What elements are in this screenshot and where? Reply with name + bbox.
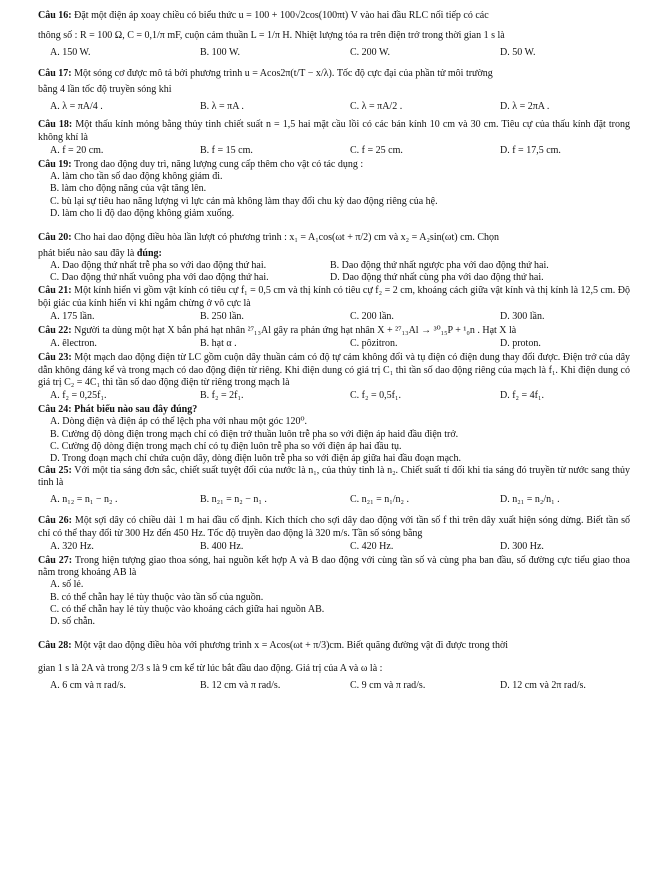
question-text: Một kính hiển vi gồm vật kính có tiêu cự f₁ = 0,5 cm và thị kính có tiêu cự f₂ = 2 cm, khoảng cách giữa vật kính và thị kính là 12,5 cm. Độ bội giác của kính hiển vi khi ngắm chừng ở vô cực là [38,285,631,309]
option-d[interactable]: D. f = 17,5 cm. [500,144,561,156]
question-26 [38,515,630,553]
question-text: thông số : R = 100 Ω, C = 0,1/π mF, cuộn cảm thuần L = 1/π H. Nhiệt lượng tỏa ra trên điện trở trong thời gian 1 s là [38,30,505,41]
option-a[interactable]: A. số lẻ. [50,579,84,591]
question-28 [38,636,630,692]
option-b[interactable]: B. 12 cm và π rad/s. [200,680,281,692]
option-d[interactable]: D. 300 lần. [500,310,545,322]
question-text: Một mạch dao động điện từ LC gồm cuộn dây thuần cảm có độ tự cảm không đổi và tụ điện có điện dung thay đổi được. Điện trở của dây dẫn không đáng kể và trong mạch có dao động điện từ riêng. Khi điện dung có giá trị C₁ thì tần số dao động riêng của mạch là f₁. Khi điện dung có giá trị C₂ = 4C₁ thì tần số dao động điện từ riêng trong mạch là [38,352,631,388]
question-16 [38,6,630,59]
question-22 [38,325,630,350]
option-b[interactable]: B. f₂ = 2f₁. [200,389,244,401]
option-a[interactable]: A. n₁₂ = n₁ − n₂ . [50,494,118,506]
question-19 [38,159,630,220]
option-b[interactable]: B. n₂₁ = n₂ − n₁ . [200,494,267,506]
option-a[interactable]: A. 150 W. [50,47,91,58]
question-text: Đặt một điện áp xoay chiều có biểu thức u = 100 + 100√2cos(100πt) V vào hai đầu RLC nối tiếp có các [74,10,489,21]
options [50,311,630,323]
question-text: phát biểu nào sau đây là [38,247,135,259]
question-number: Câu 23: [38,352,72,364]
option-c[interactable]: C. Dao động thứ nhất vuông pha với dao động thứ hai. [50,272,269,284]
question-27 [38,555,630,628]
question-text: Trong hiện tượng giao thoa sóng, hai nguồn kết hợp A và B dao động với cùng tần số và cùng pha ban đầu, số đường cực tiểu giao thoa nằm trong khoảng AB là [38,555,630,579]
option-c[interactable]: C. có thể chẵn hay lẻ tùy thuộc vào khoảng cách giữa hai nguồn AB. [50,603,325,615]
question-text: Với một tia sáng đơn sắc, chiết suất tuyệt đối của nước là n₁, của thủy tinh là n₂. Chiết suất tỉ đối khi tia sáng đó truyền từ nước sang thủy tinh là [38,465,630,489]
option-d[interactable]: D. f₂ = 4f₁. [500,389,544,401]
options [50,680,630,692]
question-text: Phát biểu nào sau đây đúng? [74,404,198,416]
question-text: bằng 4 lần tốc độ truyền sóng khi [38,84,172,96]
option-d[interactable]: D. n₂₁ = n₂/n₁ . [500,494,560,506]
option-c[interactable]: C. Cường độ dòng điện trong mạch chỉ có tụ điện luôn trễ pha so với điện áp hai đầu tụ. [50,440,402,452]
question-number: Câu 28: [38,640,72,652]
option-c[interactable]: C. f₂ = 0,5f₁. [350,389,401,401]
question-text: Người ta dùng một hạt X bắn phá hạt nhân ²⁷₁₃Al gây ra phản ứng hạt nhân X + ²⁷₁₃Al → ³⁰₁₅P + ¹₀n . Hạt X là [74,325,517,336]
option-b[interactable]: B. 250 lần. [200,310,244,322]
question-text: Một thấu kính mỏng bằng thủy tinh chiết suất n = 1,5 hai mặt cầu lồi có các bán kính 10 cm và 30 cm. Tiêu cự của thấu kính đặt trong không khí là [38,119,630,143]
question-20 [38,228,630,285]
options [50,260,630,284]
option-b[interactable]: B. Cường độ dòng điện trong mạch chỉ có điện trở thuần luôn trễ pha so với điện áp haid đầu điện trở. [50,428,459,440]
question-number: Câu 18: [38,119,73,131]
option-c[interactable]: C. bù lại sự tiêu hao năng lượng vì lực cản mà không làm thay đổi chu kỳ dao động riêng của hệ. [50,195,438,207]
question-number: Câu 24: [38,404,72,416]
options [50,338,630,350]
question-number: Câu 27: [38,555,73,566]
option-a[interactable]: A. 320 Hz. [50,540,94,552]
question-text-emphasis: đúng: [136,247,162,259]
option-b[interactable]: B. hạt α . [200,338,237,350]
option-a[interactable]: A. êlectron. [50,338,97,350]
option-d[interactable]: D. Dao động thứ nhất cùng pha với dao động thứ hai. [330,272,544,284]
option-a[interactable]: A. f = 20 cm. [50,144,104,156]
option-d[interactable]: D. Trong đoạn mạch chỉ chứa cuộn dây, dòng điện luôn trễ pha so với điện áp giữa hai đầu đoạn mạch. [50,452,461,464]
option-b[interactable]: B. làm cho động năng của vật tăng lên. [50,183,207,195]
options [50,490,630,510]
question-text: Một sóng cơ được mô tả bởi phương trình u = Acos2π(t/T − x/λ). Tốc độ cực đại của phần tử môi trường [74,68,493,80]
option-d[interactable]: D. 50 W. [500,47,536,58]
option-d[interactable]: D. λ = 2πA . [500,101,550,113]
option-a[interactable]: A. λ = πA/4 . [50,101,103,113]
question-text: gian 1 s là 2A và trong 2/3 s là 9 cm kể từ lúc bắt đầu dao động. Giá trị của A và ω là : [38,663,383,675]
option-c[interactable]: C. pôzitron. [350,338,398,350]
options [50,390,630,402]
option-c[interactable]: C. 420 Hz. [350,540,394,552]
question-number: Câu 20: [38,231,72,243]
option-b[interactable]: B. f = 15 cm. [200,144,253,156]
question-text: Một sợi dây có chiều dài 1 m hai đầu cố định. Kích thích cho sợi dây dao động với tần số f thì trên dây xuất hiện sóng dừng. Biết tần số chỉ có thể thay đổi từ 300 Hz đến 450 Hz. Tốc độ truyền dao động là 320 m/s. Tần số sóng bằng [38,515,630,539]
option-c[interactable]: C. λ = πA/2 . [350,101,403,113]
option-c[interactable]: C. 200 W. [350,47,391,58]
question-number: Câu 25: [38,465,72,477]
option-c[interactable]: C. n₂₁ = n₁/n₂ . [350,494,410,506]
option-c[interactable]: C. 200 lần. [350,310,394,322]
option-d[interactable]: D. số chẵn. [50,615,95,627]
options [50,47,630,59]
question-24 [38,404,630,465]
option-a[interactable]: A. 175 lần. [50,310,95,322]
question-21 [38,285,630,323]
option-d[interactable]: D. 12 cm và 2π rad/s. [500,680,586,692]
question-number: Câu 19: [38,158,72,170]
option-b[interactable]: B. 100 W. [200,47,241,58]
question-number: Câu 16: [38,10,72,21]
option-a[interactable]: A. f₂ = 0,25f₁. [50,389,107,401]
question-25 [38,465,630,510]
question-number: Câu 17: [38,68,72,80]
option-b[interactable]: B. λ = πA . [200,101,244,113]
question-18 [38,119,630,157]
question-text: Một vật dao động điều hòa với phương trình x = Acos(ωt + π/3)cm. Biết quãng đường vật đi được trong thời [74,640,509,652]
option-d[interactable]: D. làm cho li độ dao động không giảm xuống. [50,207,235,219]
question-23 [38,352,630,402]
option-b[interactable]: B. Dao động thứ nhất ngược pha với dao động thứ hai. [330,260,549,272]
option-c[interactable]: C. 9 cm và π rad/s. [350,680,426,692]
question-text: Cho hai dao động điều hòa lần lượt có phương trình : x₁ = A₁cos(ωt + π/2) cm và x₂ = A₂sin(ωt) cm. Chọn [74,231,500,243]
question-17 [38,64,630,117]
option-a[interactable]: A. Dòng điện và điện áp có thể lệch pha với nhau một góc 120⁰. [50,416,308,428]
options [50,541,630,553]
question-number: Câu 21: [38,285,72,297]
option-d[interactable]: D. 300 Hz. [500,540,544,552]
option-b[interactable]: B. 400 Hz. [200,540,244,552]
option-b[interactable]: B. có thể chẵn hay lẻ tùy thuộc vào tần số của nguồn. [50,591,264,603]
option-c[interactable]: C. f = 25 cm. [350,144,403,156]
question-number: Câu 22: [38,325,72,336]
question-number: Câu 26: [38,515,73,527]
option-a[interactable]: A. làm cho tần số dao động không giảm đi. [50,171,223,183]
option-a[interactable]: A. Dao động thứ nhất trễ pha so với dao động thứ hai. [50,260,267,272]
options [50,145,630,157]
question-text: Trong dao động duy trì, năng lượng cung cấp thêm cho vật có tác dụng : [73,158,364,170]
option-a[interactable]: A. 6 cm và π rad/s. [50,680,126,692]
options [50,97,630,117]
option-d[interactable]: D. proton. [500,338,541,350]
